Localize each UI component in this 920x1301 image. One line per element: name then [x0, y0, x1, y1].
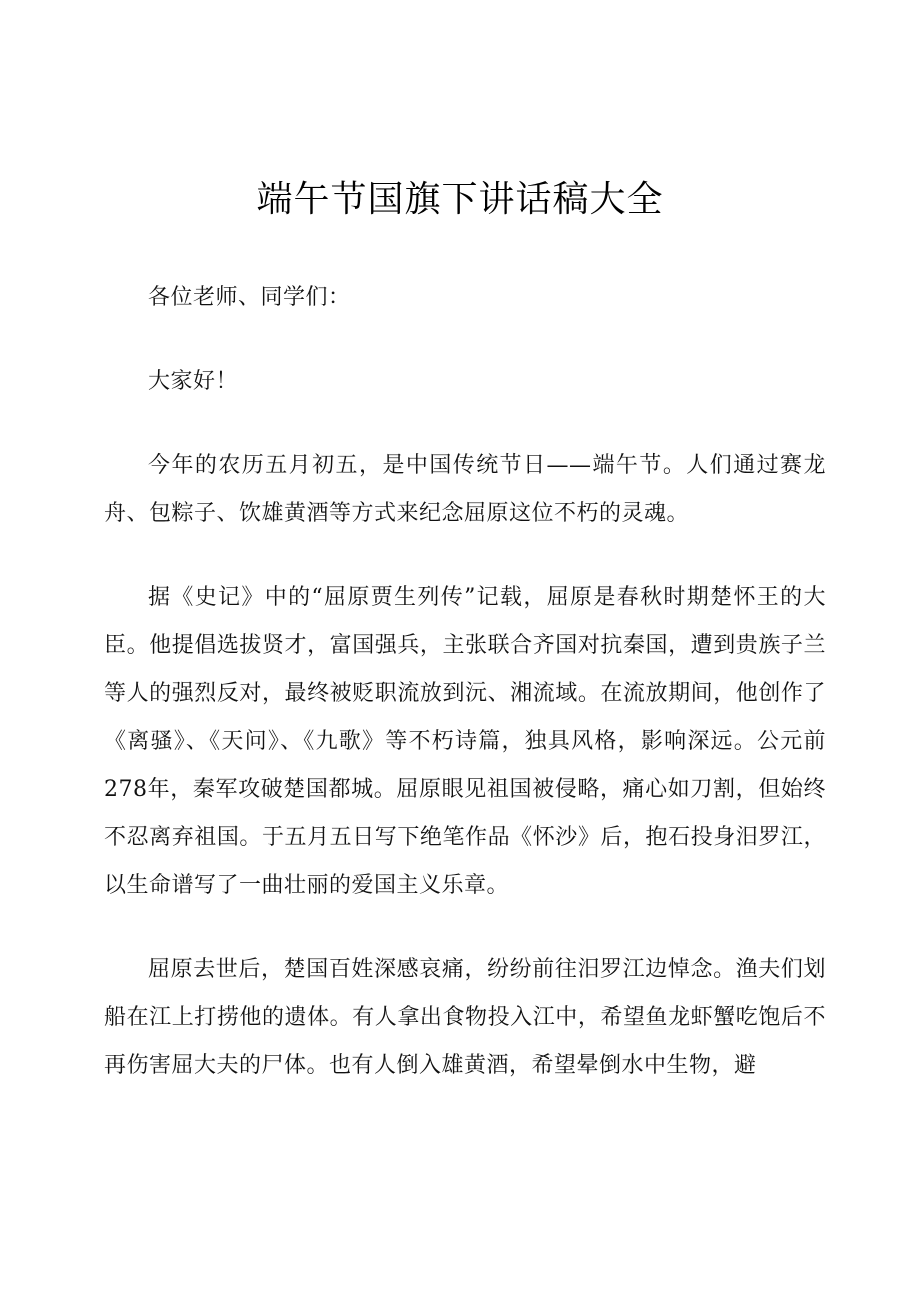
salutation-paragraph: 各位老师、同学们：: [148, 285, 351, 310]
greeting-paragraph: 大家好！: [148, 369, 239, 394]
document-body: [104, 274, 826, 1126]
body-paragraph-2: 据《史记》中的“屈原贾生列传”记载，屈原是春秋时期楚怀王的大臣。他提倡选拔贤才，富国强兵，主张联合齐国对抗秦国，遭到贵族子兰等人的强烈反对，最终被贬职流放到沅、湘流域。在流放期间，他创作了《离骚》、《天问》、《九歌》等不朽诗篇，独具风格，影响深远。公元前278年，秦军攻破楚国都城。屈原眼见祖国被侵略，痛心如刀割，但始终不忍离弃祖国。于五月五日写下绝笔作品《怀沙》后，抱石投身汨罗江，以生命谱写了一曲壮丽的爱国主义乐章。: [104, 585, 826, 898]
body-paragraph-1: 今年的农历五月初五，是中国传统节日——端午节。人们通过赛龙舟、包粽子、饮雄黄酒等方式来纪念屈原这位不朽的灵魂。: [104, 453, 826, 526]
body-paragraph-3: 屈原去世后，楚国百姓深感哀痛，纷纷前往汨罗江边悼念。渔夫们划船在江上打捞他的遗体。有人拿出食物投入江中，希望鱼龙虾蟹吃饱后不再伤害屈大夫的尸体。也有人倒入雄黄酒，希望晕倒水中生物，避: [104, 957, 826, 1078]
document-title: 端午节国旗下讲话稿大全: [256, 179, 664, 220]
